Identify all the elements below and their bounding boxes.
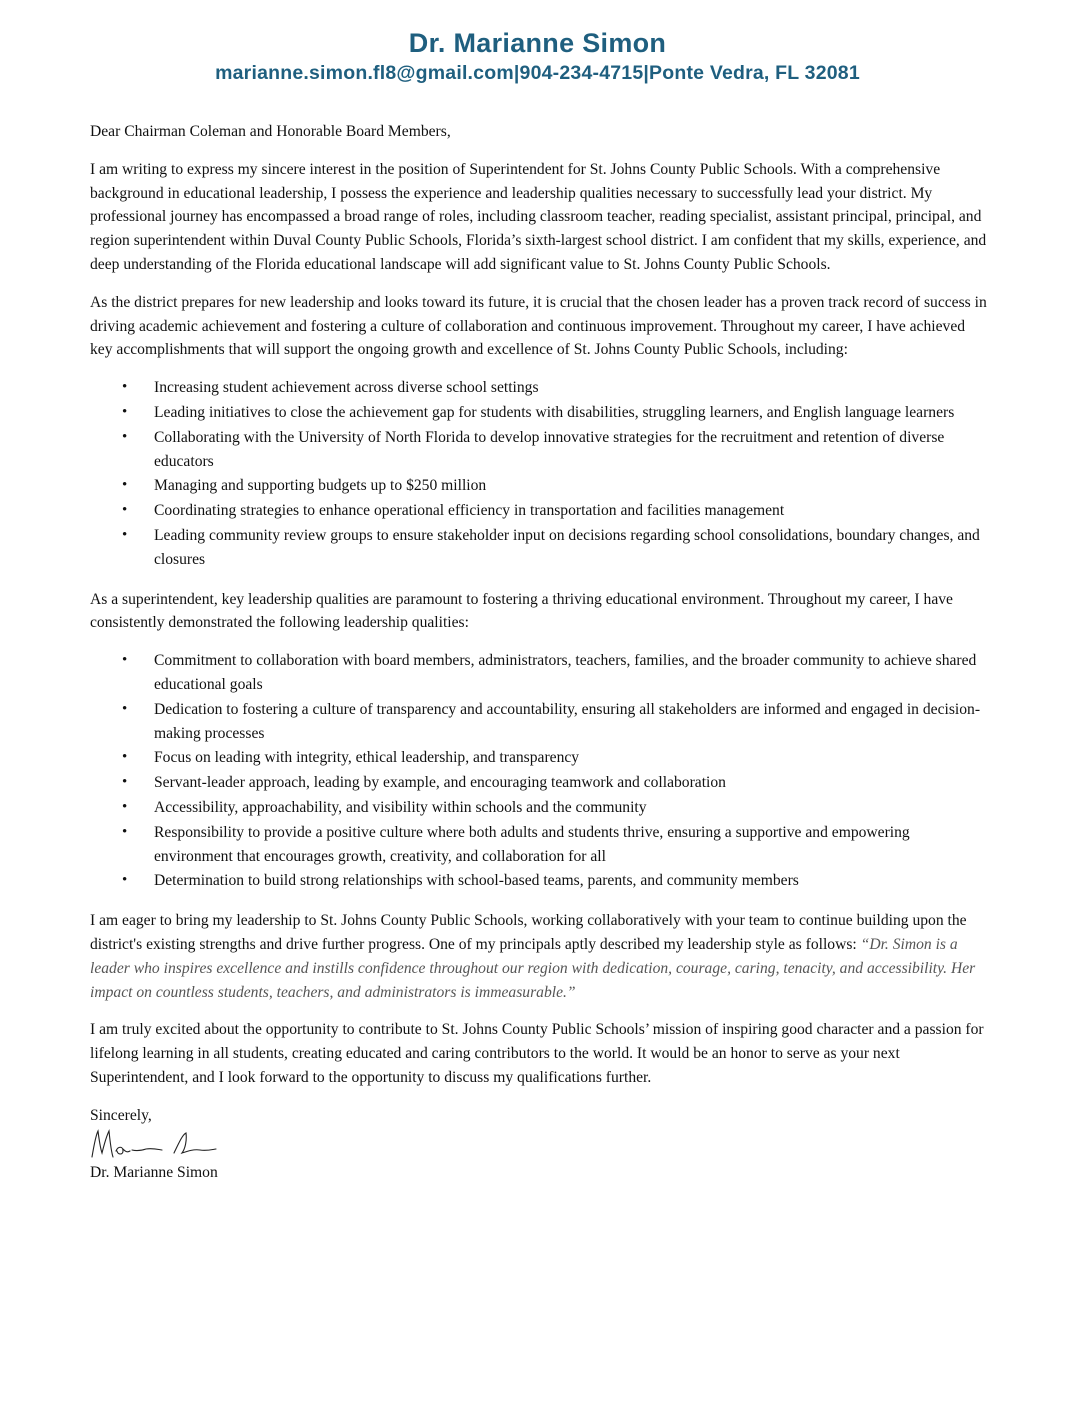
paragraph-qualities-intro: As a superintendent, key leadership qualities are paramount to fostering a thriving educational environment. Throughout my career, I have consistently demonstrated the following leadership qualities: bbox=[90, 590, 953, 632]
greeting: Dear Chairman Coleman and Honorable Board Members, bbox=[90, 123, 451, 140]
list-item-text: Determination to build strong relationships with school-based teams, parents, and community members bbox=[154, 872, 799, 890]
author-name: Dr. Marianne Simon bbox=[408, 28, 667, 58]
bullet-icon: • bbox=[122, 652, 128, 669]
bullet-icon: • bbox=[122, 526, 128, 543]
bullet-icon: • bbox=[122, 379, 128, 396]
list-item bbox=[90, 401, 990, 425]
bullet-icon: • bbox=[122, 700, 128, 717]
paragraph-closing: I am truly excited about the opportunity to contribute to St. Johns County Public Schools’ mission of inspiring good character and a passion for lifelong learning in all students, creating educated and caring contributors to the world. It would be an honor to serve as your next Superintendent, and I look forward to the opportunity to discuss my qualifications further. bbox=[90, 1021, 984, 1086]
phone-number: 904-234-4715 bbox=[519, 62, 644, 84]
paragraph-accomplishments-intro: As the district prepares for new leadership and looks toward its future, it is crucial that the chosen leader has a proven track record of success in driving academic achievement and fostering a culture of collaboration and continuous improvement. Throughout my career, I have achieved key accomplishments that will support the ongoing growth and excellence of St. Johns County Public Schools, including: bbox=[90, 293, 987, 359]
paragraph-intro: I am writing to express my sincere interest in the position of Superintendent for St. Johns County Public Schools. With a comprehensive background in educational leadership, I possess the experience and leadership qualities necessary to successfully lead your district. My professional journey has encompassed a broad range of roles, including classroom teacher, reading specialist, assistant principal, principal, and region superintendent within Duval County Public Schools, Florida’s sixth-largest school district. I am confident that my skills, experience, and deep understanding of the Florida educational landscape will add significant value to St. Johns County Public Schools. bbox=[90, 160, 987, 273]
list-item-text: Commitment to collaboration with board members, administrators, teachers, families, and the broader community to achieve shared educational goals bbox=[154, 652, 977, 693]
list-item bbox=[90, 698, 990, 746]
list-item-text: Accessibility, approachability, and visibility within schools and the community bbox=[154, 798, 647, 816]
list-item-text: Collaborating with the University of North Florida to develop innovative strategies for the recruitment and retention of diverse educators bbox=[154, 428, 945, 470]
handwritten-signature bbox=[90, 1127, 230, 1161]
list-item bbox=[90, 821, 990, 869]
list-item bbox=[90, 771, 990, 795]
separator: | bbox=[643, 62, 650, 84]
list-item-text: Leading community review groups to ensure stakeholder input on decisions regarding school consolidations, boundary changes, and closures bbox=[154, 526, 980, 568]
list-item-text: Coordinating strategies to enhance operational efficiency in transportation and facilities management bbox=[154, 502, 785, 520]
bullet-icon: • bbox=[122, 798, 128, 815]
list-item bbox=[90, 869, 990, 893]
signature-name: Dr. Marianne Simon bbox=[90, 1164, 218, 1182]
contact-line bbox=[0, 60, 1075, 86]
bullet-icon: • bbox=[122, 774, 128, 791]
list-item-text: Increasing student achievement across diverse school settings bbox=[154, 379, 539, 397]
quote-intro: I am eager to bring my leadership to St. Johns County Public Schools, working collaboratively with your team to continue building upon the district's existing strengths and drive further progress. One of my principals aptly described my leadership style as follows: bbox=[90, 912, 967, 953]
list-item bbox=[90, 474, 990, 498]
bullet-icon: • bbox=[122, 477, 128, 494]
list-item-text: Leading initiatives to close the achievement gap for students with disabilities, struggling learners, and English language learners bbox=[154, 403, 955, 421]
list-item-text: Focus on leading with integrity, ethical leadership, and transparency bbox=[154, 749, 580, 767]
bullet-icon: • bbox=[122, 872, 128, 889]
accomplishments-list bbox=[90, 376, 990, 571]
paragraph-quote bbox=[90, 909, 990, 1004]
bullet-icon: • bbox=[122, 428, 128, 445]
separator: | bbox=[513, 62, 520, 84]
bullet-icon: • bbox=[122, 502, 128, 519]
list-item bbox=[90, 796, 990, 820]
bullet-icon: • bbox=[122, 403, 128, 420]
principal-quote: “Dr. Simon is a leader who inspires excellence and instills confidence throughout our region with dedication, courage, caring, tenacity, and accessibility. Her impact on countless students, teachers, and administrators is immeasurable.” bbox=[90, 935, 976, 1001]
list-item-text: Dedication to fostering a culture of transparency and accountability, ensuring all stakeholders are informed and engaged in decision-making processes bbox=[154, 700, 981, 742]
list-item bbox=[90, 746, 990, 770]
list-item-text: Servant-leader approach, leading by example, and encouraging teamwork and collaboration bbox=[154, 774, 726, 792]
bullet-icon: • bbox=[122, 749, 128, 766]
email-address: marianne.simon.fl8@gmail.com bbox=[215, 62, 514, 84]
list-item bbox=[90, 524, 990, 572]
bullet-icon: • bbox=[122, 823, 128, 840]
list-item bbox=[90, 499, 990, 523]
list-item bbox=[90, 426, 990, 474]
closing-salutation: Sincerely, bbox=[90, 1106, 152, 1124]
location: Ponte Vedra, FL 32081 bbox=[649, 62, 860, 84]
list-item bbox=[90, 649, 990, 697]
letter-body bbox=[90, 120, 990, 1185]
qualities-list bbox=[90, 649, 990, 893]
list-item bbox=[90, 376, 990, 400]
list-item-text: Responsibility to provide a positive culture where both adults and students thrive, ensuring a supportive and empowering environment that encourages growth, creativity, and collaboration for all bbox=[154, 823, 910, 865]
letterhead bbox=[0, 26, 1075, 86]
list-item-text: Managing and supporting budgets up to $250 million bbox=[154, 477, 487, 495]
